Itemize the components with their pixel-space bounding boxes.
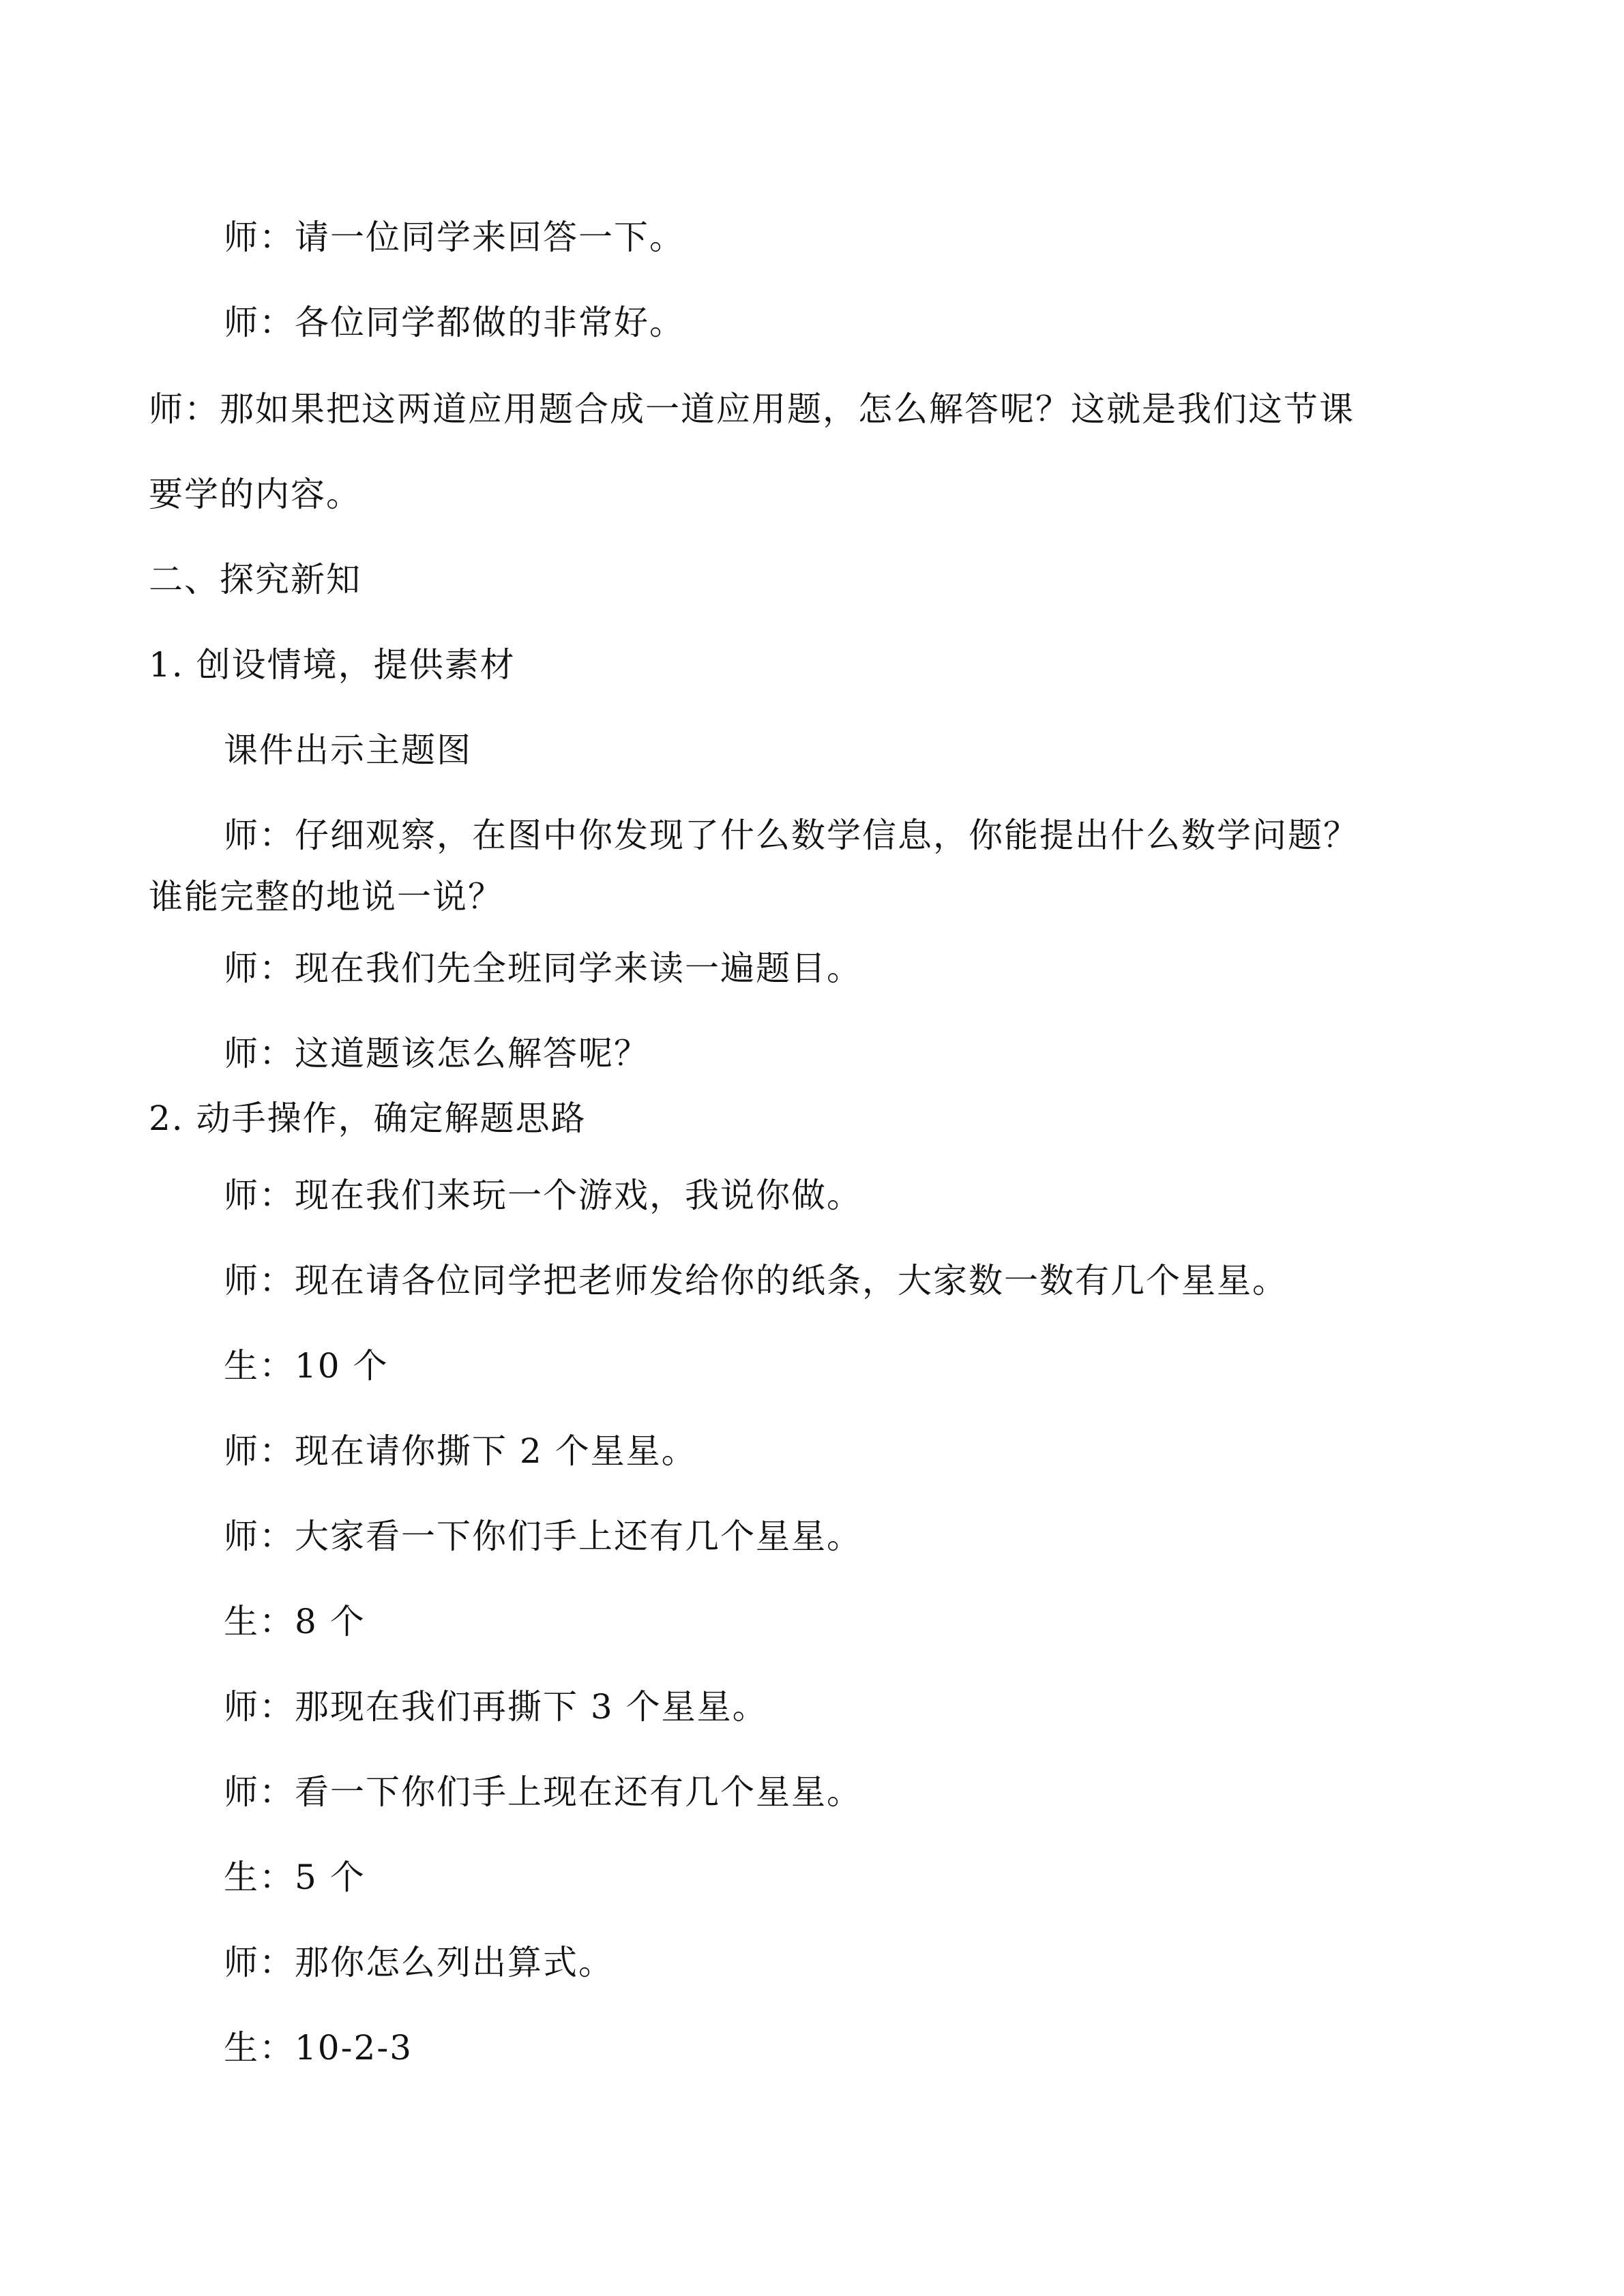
section-heading: 二、探究新知	[149, 560, 361, 599]
dialogue-line: 师：仔细观察，在图中你发现了什么数学信息，你能提出什么数学问题？	[224, 816, 1359, 855]
dialogue-line: 师：各位同学都做的非常好。	[224, 303, 685, 342]
dialogue-line: 师：那现在我们再撕下 3 个星星。	[224, 1687, 768, 1727]
subsection-heading: 2. 动手操作，确定解题思路	[149, 1099, 587, 1138]
dialogue-line: 师：大家看一下你们手上还有几个星星。	[224, 1517, 862, 1556]
dialogue-line: 师：现在请各位同学把老师发给你的纸条，大家数一数有几个星星。	[224, 1261, 1288, 1300]
dialogue-line: 师：这道题该怎么解答呢？	[224, 1034, 649, 1073]
paragraph-line: 要学的内容。	[149, 475, 361, 514]
subsection-heading: 1. 创设情境，提供素材	[149, 645, 516, 685]
dialogue-line: 师：请一位同学来回答一下。	[224, 218, 685, 257]
dialogue-line: 师：看一下你们手上现在还有几个星星。	[224, 1772, 862, 1812]
dialogue-line: 师：现在我们来玩一个游戏，我说你做。	[224, 1176, 862, 1215]
dialogue-line: 生：10 个	[224, 1346, 389, 1386]
dialogue-line: 生：10-2-3	[224, 2028, 413, 2068]
dialogue-line: 生：5 个	[224, 1858, 366, 1897]
dialogue-line: 师：现在我们先全班同学来读一遍题目。	[224, 949, 862, 988]
dialogue-line: 师：那你怎么列出算式。	[224, 1943, 614, 1982]
dialogue-line: 师：那如果把这两道应用题合成一道应用题，怎么解答呢？这就是我们这节课	[149, 389, 1355, 429]
dialogue-line: 生：8 个	[224, 1602, 366, 1641]
paragraph-line: 课件出示主题图	[224, 730, 472, 770]
dialogue-line: 师：现在请你撕下 2 个星星。	[224, 1431, 697, 1471]
paragraph-line: 谁能完整的地说一说？	[149, 877, 503, 916]
